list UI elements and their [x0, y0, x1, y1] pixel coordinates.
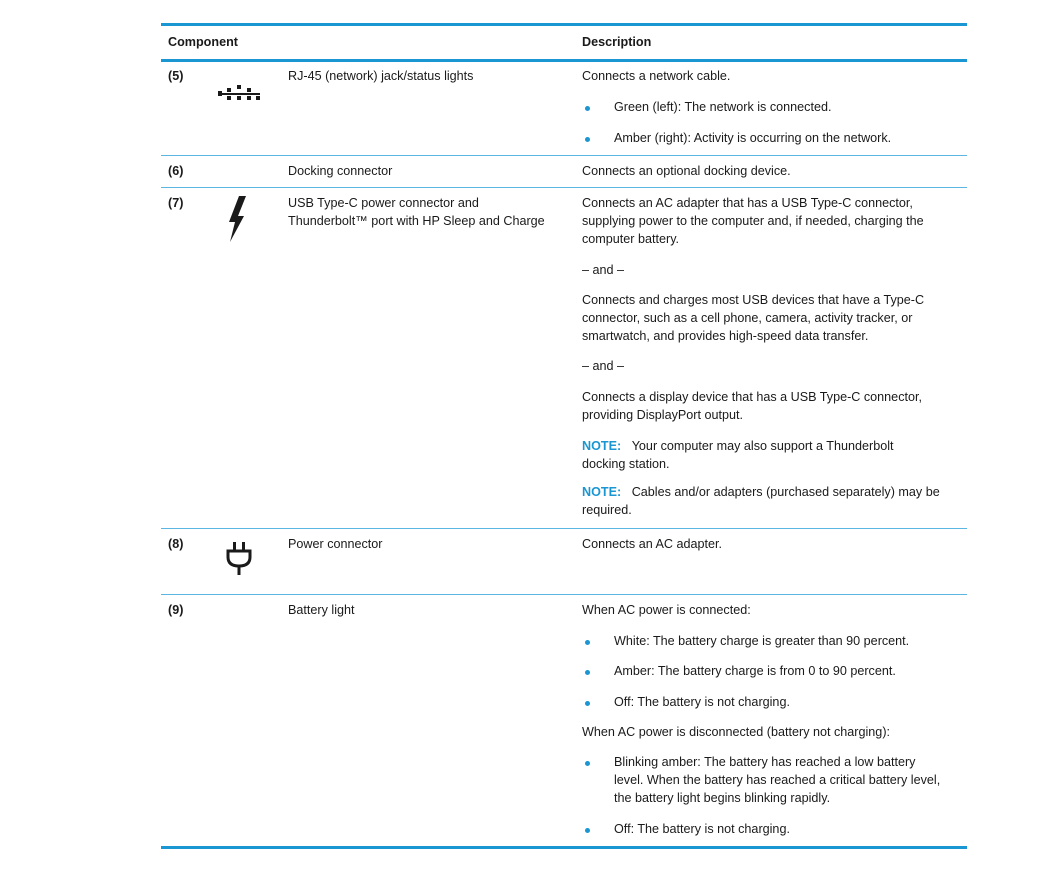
note-text: Your computer may also support a Thunderbolt [631, 439, 894, 453]
row-number: (6) [168, 164, 184, 178]
bullet-text: White: The battery charge is greater than 90 percent. [614, 634, 910, 648]
header-component: Component [168, 35, 238, 49]
row-divider [161, 187, 967, 188]
table-top-rule [161, 23, 967, 26]
component-name-line: USB Type-C power connector and [288, 196, 479, 210]
bullet-dot [585, 137, 590, 142]
bullet-text: level. When the battery has reached a critical battery level, [614, 773, 941, 787]
description-text: Connects a network cable. [582, 69, 731, 83]
thunderbolt-icon [227, 196, 249, 242]
description-text: Connects and charges most USB devices that have a Type-C [582, 293, 925, 307]
note-text: docking station. [582, 457, 670, 471]
bullet-dot [585, 640, 590, 645]
description-text: When AC power is connected: [582, 603, 751, 617]
row-divider [161, 594, 967, 595]
bullet-text: Amber (right): Activity is occurring on the network. [614, 131, 892, 145]
power-plug-icon [226, 541, 252, 577]
note [582, 438, 894, 456]
description-text: Connects a display device that has a USB Type-C connector, [582, 390, 922, 404]
bullet-text: Blinking amber: The battery has reached a low battery [614, 755, 916, 769]
description-text: Connects an optional docking device. [582, 164, 791, 178]
note-text: Cables and/or adapters (purchased separately) may be [631, 485, 940, 499]
bullet-dot [585, 761, 590, 766]
bullet-dot [585, 701, 590, 706]
bullet-text: Off: The battery is not charging. [614, 695, 790, 709]
bullet-dot [585, 670, 590, 675]
row-number: (7) [168, 196, 184, 210]
row-divider [161, 528, 967, 529]
note-label: NOTE: [582, 485, 622, 499]
row-number: (9) [168, 603, 184, 617]
description-text: connector, such as a cell phone, camera, activity tracker, or [582, 311, 913, 325]
bullet-text: Green (left): The network is connected. [614, 100, 832, 114]
bullet-dot [585, 106, 590, 111]
description-text: Connects an AC adapter. [582, 537, 723, 551]
bullet-dot [585, 828, 590, 833]
table-bottom-rule [161, 846, 967, 849]
note-text: required. [582, 503, 632, 517]
bullet-text: the battery light begins blinking rapidly. [614, 791, 831, 805]
component-name: Battery light [288, 603, 355, 617]
row-number: (5) [168, 69, 184, 83]
description-text: providing DisplayPort output. [582, 408, 744, 422]
component-name-line: Thunderbolt™ port with HP Sleep and Charge [288, 214, 545, 228]
and-separator: – and – [582, 263, 625, 277]
header-bottom-rule [161, 59, 967, 62]
row-divider [161, 155, 967, 156]
bullet-text: Amber: The battery charge is from 0 to 90 percent. [614, 664, 896, 678]
description-text: When AC power is disconnected (battery not charging): [582, 725, 891, 739]
description-text: Connects an AC adapter that has a USB Type-C connector, [582, 196, 913, 210]
description-text: computer battery. [582, 232, 680, 246]
component-name: RJ-45 (network) jack/status lights [288, 69, 474, 83]
description-text: smartwatch, and provides high-speed data transfer. [582, 329, 869, 343]
row-number: (8) [168, 537, 184, 551]
note [582, 484, 940, 502]
component-name: Power connector [288, 537, 383, 551]
note-label: NOTE: [582, 439, 622, 453]
and-separator: – and – [582, 359, 625, 373]
bullet-text: Off: The battery is not charging. [614, 822, 790, 836]
description-text: supplying power to the computer and, if needed, charging the [582, 214, 924, 228]
component-name: Docking connector [288, 164, 393, 178]
network-jack-icon [218, 84, 260, 104]
header-description: Description [582, 35, 652, 49]
